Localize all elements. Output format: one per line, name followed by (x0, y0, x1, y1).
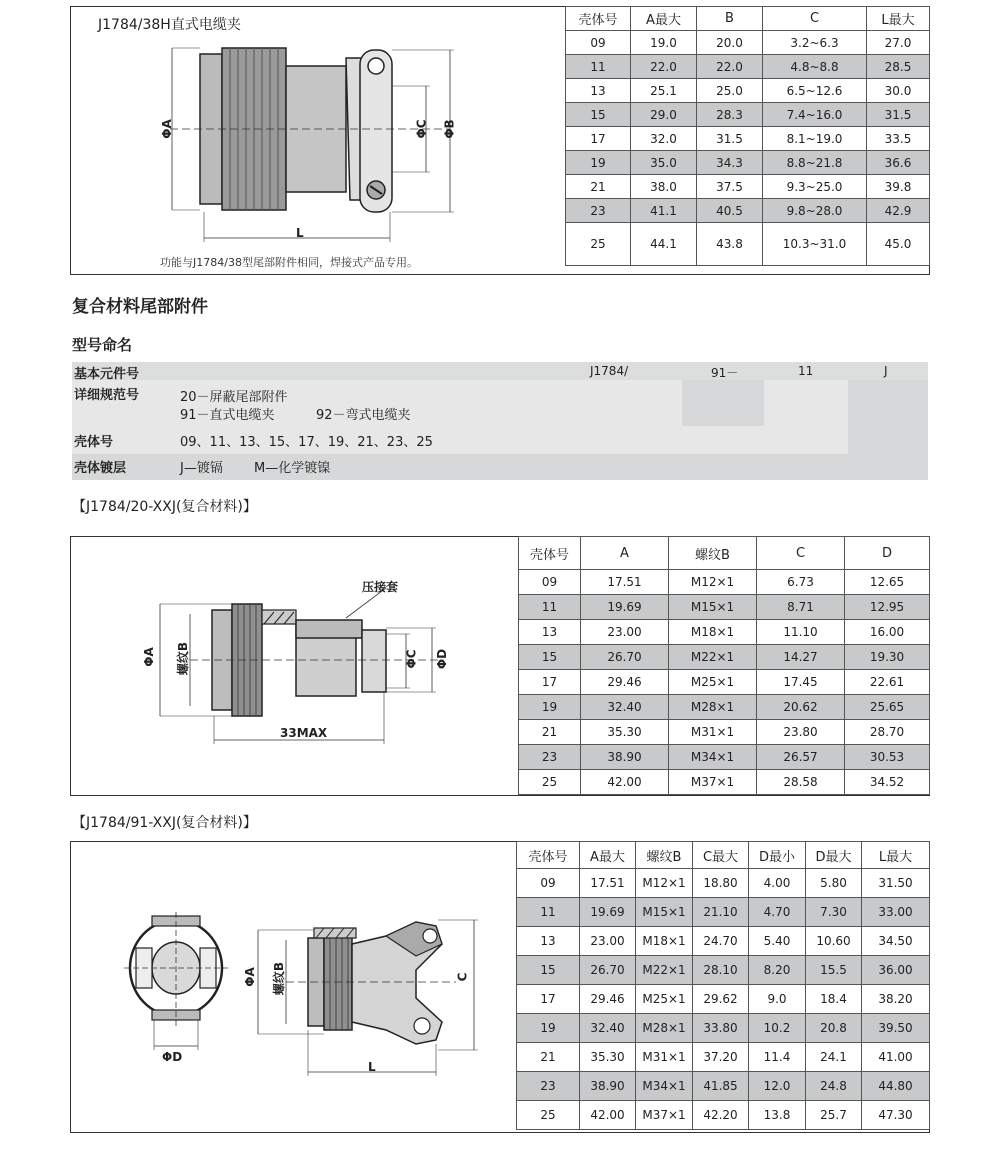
table-cell: 17 (519, 670, 581, 695)
table-cell: 23.00 (580, 927, 636, 956)
table-cell: 12.0 (749, 1072, 806, 1101)
table-row (517, 1043, 930, 1072)
table-cell: 28.5 (867, 55, 930, 79)
col-header: D最大 (806, 842, 862, 869)
table-cell: 33.5 (867, 127, 930, 151)
dim-thread-b: 螺纹B (176, 641, 191, 676)
table-cell: 25.0 (697, 79, 763, 103)
table-cell: 15 (517, 956, 580, 985)
col-header: C最大 (693, 842, 749, 869)
col-header: C (757, 537, 845, 570)
section1-table (565, 6, 930, 266)
col-header: A最大 (580, 842, 636, 869)
table-cell: 20.8 (806, 1014, 862, 1043)
table-cell: 7.4~16.0 (763, 103, 867, 127)
table-cell: 28.58 (757, 770, 845, 795)
table-cell: 32.40 (580, 1014, 636, 1043)
table-cell: 25.7 (806, 1101, 862, 1130)
table-cell: 28.3 (697, 103, 763, 127)
dim-phi-c: ΦC (414, 119, 429, 139)
table-cell: 44.80 (862, 1072, 930, 1101)
table-cell: 32.0 (631, 127, 697, 151)
table-cell: 21 (566, 175, 631, 199)
table-cell: 24.70 (693, 927, 749, 956)
col-header: L最大 (862, 842, 930, 869)
table-row (519, 720, 930, 745)
table-cell: 13 (519, 620, 581, 645)
table-cell: 12.95 (845, 595, 930, 620)
table-cell: 40.5 (697, 199, 763, 223)
table-cell: 13 (517, 927, 580, 956)
naming-label: 基本元件号 (74, 367, 140, 382)
dim-phi-d: ΦD (162, 1050, 183, 1064)
table-cell: 10.60 (806, 927, 862, 956)
naming-row-shell (72, 431, 928, 451)
table-row (566, 31, 930, 55)
table-cell: 21 (519, 720, 581, 745)
code-plating: J (884, 364, 888, 378)
naming-value: 09、11、13、15、17、19、21、23、25 (180, 435, 433, 450)
table-cell: 39.50 (862, 1014, 930, 1043)
table-cell: 35.0 (631, 151, 697, 175)
table-row (517, 985, 930, 1014)
table-cell: 14.27 (757, 645, 845, 670)
table-cell: 37.20 (693, 1043, 749, 1072)
table-row (519, 695, 930, 720)
table-cell: 36.00 (862, 956, 930, 985)
table-cell: 11 (517, 898, 580, 927)
naming-value: 91－直式电缆夹 (180, 408, 275, 423)
table-row (519, 570, 930, 595)
col-header: A最大 (631, 7, 697, 31)
section3-table (516, 841, 930, 1130)
col-header: 壳体号 (517, 842, 580, 869)
table-cell: 8.1~19.0 (763, 127, 867, 151)
table-cell: 20.0 (697, 31, 763, 55)
table-cell: 5.40 (749, 927, 806, 956)
table-cell: 33.80 (693, 1014, 749, 1043)
table-cell: 19 (517, 1014, 580, 1043)
table-cell: M37×1 (669, 770, 757, 795)
table-cell: 25 (566, 223, 631, 266)
table-cell: 19 (566, 151, 631, 175)
table-cell: 38.90 (581, 745, 669, 770)
table-cell: 17.51 (580, 869, 636, 898)
table-row (519, 745, 930, 770)
table-cell: 11.4 (749, 1043, 806, 1072)
table-cell: 26.70 (581, 645, 669, 670)
dim-length: 33MAX (280, 726, 328, 740)
table-row (517, 1014, 930, 1043)
table-cell: 19.69 (581, 595, 669, 620)
table-cell: M12×1 (669, 570, 757, 595)
table-cell: 28.70 (845, 720, 930, 745)
table-cell: 21 (517, 1043, 580, 1072)
col-header: B (697, 7, 763, 31)
section1-caption: 功能与J1784/38型尾部附件相同，焊接式产品专用。 (160, 256, 418, 269)
table-row (519, 645, 930, 670)
table-cell: 34.50 (862, 927, 930, 956)
table-cell: 17 (566, 127, 631, 151)
table-cell: 35.30 (580, 1043, 636, 1072)
table-cell: M22×1 (669, 645, 757, 670)
section1-drawing (150, 36, 470, 246)
table-cell: 36.6 (867, 151, 930, 175)
table-cell: 18.80 (693, 869, 749, 898)
table-cell: 44.1 (631, 223, 697, 266)
table-cell: 24.1 (806, 1043, 862, 1072)
table-cell: 41.85 (693, 1072, 749, 1101)
table-cell: 09 (566, 31, 631, 55)
table-cell: 23 (517, 1072, 580, 1101)
col-header: D最小 (749, 842, 806, 869)
table-cell: 11 (566, 55, 631, 79)
table-cell: 26.70 (580, 956, 636, 985)
dim-c: C (455, 972, 470, 982)
section3-title: 【J1784/91-XXJ(复合材料)】 (72, 815, 257, 831)
table-cell: 43.8 (697, 223, 763, 266)
table-cell: 38.0 (631, 175, 697, 199)
table-cell: 11.10 (757, 620, 845, 645)
table-cell: 8.20 (749, 956, 806, 985)
naming-value: M—化学镀镍 (254, 461, 331, 476)
dim-phi-d: ΦD (435, 648, 450, 670)
table-cell: 3.2~6.3 (763, 31, 867, 55)
code-shell: 11 (798, 364, 814, 378)
table-cell: 26.57 (757, 745, 845, 770)
table-cell: 32.40 (581, 695, 669, 720)
table-cell: 29.0 (631, 103, 697, 127)
table-cell: 25.65 (845, 695, 930, 720)
table-cell: 15.5 (806, 956, 862, 985)
table-row (566, 127, 930, 151)
table-cell: 9.3~25.0 (763, 175, 867, 199)
dim-l: L (296, 226, 304, 240)
table-cell: 29.46 (581, 670, 669, 695)
table-cell: 42.20 (693, 1101, 749, 1130)
table-cell: 30.0 (867, 79, 930, 103)
table-row (566, 55, 930, 79)
table-row (517, 927, 930, 956)
table-row (519, 620, 930, 645)
table-cell: 13 (566, 79, 631, 103)
table-cell: 11 (519, 595, 581, 620)
table-cell: 09 (519, 570, 581, 595)
table-cell: 23 (519, 745, 581, 770)
table-row (519, 595, 930, 620)
table-row (566, 223, 930, 266)
table-cell: 28.10 (693, 956, 749, 985)
table-cell: 24.8 (806, 1072, 862, 1101)
col-header: C (763, 7, 867, 31)
table-cell: M28×1 (669, 695, 757, 720)
table-cell: M34×1 (636, 1072, 693, 1101)
table-cell: 39.8 (867, 175, 930, 199)
table-cell: 45.0 (867, 223, 930, 266)
composite-section-title: 复合材料尾部附件 (72, 297, 208, 317)
table-cell: 4.70 (749, 898, 806, 927)
table-cell: 41.1 (631, 199, 697, 223)
table-cell: 34.3 (697, 151, 763, 175)
table-row (566, 175, 930, 199)
code-base: J1784/ (590, 364, 629, 378)
table-cell: 19.30 (845, 645, 930, 670)
table-cell: 12.65 (845, 570, 930, 595)
table-cell: 29.46 (580, 985, 636, 1014)
table-cell: 37.5 (697, 175, 763, 199)
callout-crimp-sleeve: 压接套 (362, 580, 399, 594)
table-cell: M22×1 (636, 956, 693, 985)
table-cell: 22.61 (845, 670, 930, 695)
table-row (566, 199, 930, 223)
table-cell: M31×1 (669, 720, 757, 745)
table-cell: 33.00 (862, 898, 930, 927)
table-cell: 9.0 (749, 985, 806, 1014)
table-cell: 7.30 (806, 898, 862, 927)
table-cell: 15 (566, 103, 631, 127)
table-row (517, 1072, 930, 1101)
table-cell: 17.45 (757, 670, 845, 695)
table-cell: 25 (519, 770, 581, 795)
table-cell: 31.5 (697, 127, 763, 151)
table-cell: 38.20 (862, 985, 930, 1014)
table-cell: 19.0 (631, 31, 697, 55)
table-cell: 42.00 (581, 770, 669, 795)
table-cell: 6.73 (757, 570, 845, 595)
table-cell: 41.00 (862, 1043, 930, 1072)
col-header: 壳体号 (566, 7, 631, 31)
table-cell: 22.0 (631, 55, 697, 79)
table-cell: 27.0 (867, 31, 930, 55)
table-cell: 38.90 (580, 1072, 636, 1101)
table-cell: M15×1 (669, 595, 757, 620)
dim-l: L (368, 1060, 376, 1074)
section1-title: J1784/38H直式电缆夹 (98, 17, 241, 33)
table-cell: 13.8 (749, 1101, 806, 1130)
table-cell: 18.4 (806, 985, 862, 1014)
table-row (517, 869, 930, 898)
naming-row-spec (72, 384, 928, 426)
col-header: 螺纹B (636, 842, 693, 869)
col-header: L最大 (867, 7, 930, 31)
table-cell: 10.3~31.0 (763, 223, 867, 266)
table-cell: 30.53 (845, 745, 930, 770)
col-header: D (845, 537, 930, 570)
table-cell: M37×1 (636, 1101, 693, 1130)
table-row (566, 151, 930, 175)
col-header: 壳体号 (519, 537, 581, 570)
table-cell: 23 (566, 199, 631, 223)
naming-label: 壳体号 (74, 435, 114, 450)
table-cell: 10.2 (749, 1014, 806, 1043)
table-cell: 19.69 (580, 898, 636, 927)
table-cell: M25×1 (636, 985, 693, 1014)
table-cell: 15 (519, 645, 581, 670)
table-cell: 4.8~8.8 (763, 55, 867, 79)
table-cell: 35.30 (581, 720, 669, 745)
dim-phi-c: ΦC (404, 649, 419, 669)
col-header: A (581, 537, 669, 570)
dim-thread-b: 螺纹B (272, 961, 287, 996)
naming-label: 壳体镀层 (74, 461, 127, 476)
table-cell: 31.5 (867, 103, 930, 127)
dim-phi-b: ΦB (442, 119, 457, 139)
dim-phi-a: ΦA (242, 967, 257, 987)
table-row (519, 770, 930, 795)
table-cell: 8.8~21.8 (763, 151, 867, 175)
table-cell: 34.52 (845, 770, 930, 795)
table-cell: 25 (517, 1101, 580, 1130)
table-cell: 17.51 (581, 570, 669, 595)
table-cell: M25×1 (669, 670, 757, 695)
table-cell: 5.80 (806, 869, 862, 898)
table-cell: 47.30 (862, 1101, 930, 1130)
table-cell: 42.00 (580, 1101, 636, 1130)
naming-title: 型号命名 (72, 336, 133, 354)
table-cell: 17 (517, 985, 580, 1014)
table-cell: 16.00 (845, 620, 930, 645)
table-cell: M18×1 (669, 620, 757, 645)
table-row (566, 103, 930, 127)
table-cell: M12×1 (636, 869, 693, 898)
table-row (519, 670, 930, 695)
dim-phi-a: ΦA (159, 119, 174, 139)
table-cell: 20.62 (757, 695, 845, 720)
table-cell: 09 (517, 869, 580, 898)
table-cell: 6.5~12.6 (763, 79, 867, 103)
naming-label: 详细规范号 (74, 388, 140, 403)
col-header: 螺纹B (669, 537, 757, 570)
section2-title: 【J1784/20-XXJ(复合材料)】 (72, 499, 257, 515)
table-cell: 31.50 (862, 869, 930, 898)
table-cell: 9.8~28.0 (763, 199, 867, 223)
code-spec: 91－ (711, 366, 739, 380)
table-row (517, 898, 930, 927)
section2-table (518, 536, 930, 795)
table-cell: M34×1 (669, 745, 757, 770)
table-row (566, 79, 930, 103)
table-cell: 19 (519, 695, 581, 720)
table-cell: 21.10 (693, 898, 749, 927)
table-row (517, 1101, 930, 1130)
table-row (517, 956, 930, 985)
table-cell: 4.00 (749, 869, 806, 898)
naming-row-plating (72, 457, 928, 477)
table-cell: M15×1 (636, 898, 693, 927)
table-cell: 29.62 (693, 985, 749, 1014)
table-cell: 23.00 (581, 620, 669, 645)
dim-phi-a: ΦA (141, 647, 156, 667)
naming-value: 92－弯式电缆夹 (316, 408, 411, 423)
table-cell: M18×1 (636, 927, 693, 956)
table-cell: 25.1 (631, 79, 697, 103)
table-cell: M28×1 (636, 1014, 693, 1043)
table-cell: 22.0 (697, 55, 763, 79)
table-cell: M31×1 (636, 1043, 693, 1072)
table-cell: 23.80 (757, 720, 845, 745)
table-cell: 42.9 (867, 199, 930, 223)
table-cell: 8.71 (757, 595, 845, 620)
naming-value: 20－屏蔽尾部附件 (180, 390, 288, 405)
naming-value: J—镀镉 (180, 461, 223, 476)
